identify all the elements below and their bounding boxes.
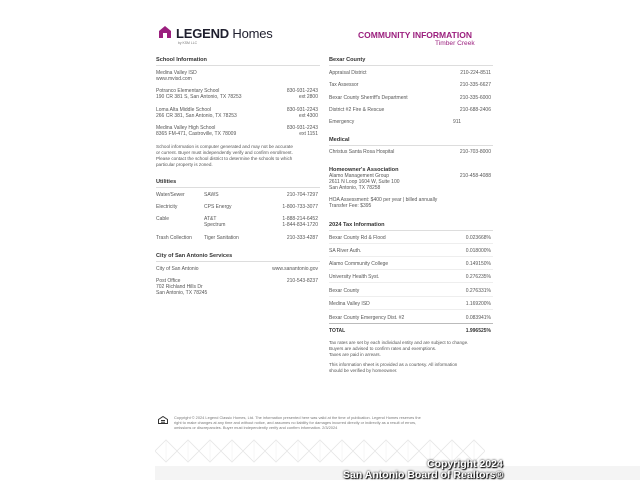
post-office-phone: 210-543-8237 [286,278,318,284]
bexar-row-phone: 210-688-2406 [459,107,491,113]
school-phone: 830-931-2243 [286,88,318,94]
school-name: Medina Valley High School [156,125,216,131]
bexar-row-phone: 210-335-6000 [459,95,491,101]
footer-copyright [174,415,421,430]
utilities-heading: Utilities [156,179,177,185]
bexar-row-phone: 911 [453,119,461,125]
house-logo-icon [158,26,172,38]
tax-row-name: Alamo Community College [329,261,389,267]
tax-total-label: TOTAL [329,328,346,334]
footer-copyright-line: right to make changes at any time and without notice, and assumes no liability for damages incurred directly or indirectly as a result of errors, [174,420,417,425]
school-ext: ext 2800 [298,94,318,100]
school-name: Potranco Elementary School [156,88,220,94]
tax-row-rate: 0.276331% [465,288,491,294]
school-phone: 830-931-2243 [286,125,318,131]
tax-row-name: Medina Valley ISD [329,301,370,307]
school-disclaimer-line: or current. Buyer must independently verify and confirm enrollment. [156,150,293,155]
divider [329,256,493,257]
footer-copyright-line: Copyright © 2024 Legend Classic Homes, Ltd. The information presented here was valid at the time of publication. Legend Homes reserves the [174,415,421,420]
school-address: 8365 FM-471, Castroville, TX 78009 [156,131,237,137]
city-heading: City of San Antonio Services [156,253,233,259]
tax-row-rate: 0.083941% [465,315,491,321]
tax-row-name: SA River Auth. [329,248,362,254]
divider [156,187,320,188]
bexar-row-name: District #2 Fire & Rescue [329,107,385,113]
school-district-url[interactable]: www.mvisd.com [156,76,192,82]
hospital-phone: 210-703-8000 [459,149,491,155]
school-disclaimer-line: particular property is zoned. [156,162,213,167]
hoa-address: 2611 N Loop 1604 W, Suite 100 [329,179,400,185]
utility-provider: AT&T [204,216,217,222]
medical-heading: Medical [329,137,350,143]
school-address: 190 CR 381 S, San Antonio, TX 78253 [156,94,242,100]
courtesy-line: This information sheet is provided as a courtesy. All information [329,362,458,367]
city-url[interactable]: www.sanantonio.gov [272,266,318,272]
watermark-copyright: Copyright 2024 [427,458,503,470]
equal-housing-icon [158,416,168,424]
school-ext: ext 1151 [299,131,318,137]
school-district: Medina Valley ISD [156,70,197,76]
hoa-transfer-fee: Transfer Fee: $395 [329,203,372,209]
divider [329,269,493,270]
hoa-company: Alamo Management Group [329,173,390,179]
utility-phone: 210-704-7297 [286,192,318,198]
city-name: City of San Antonio [156,266,199,272]
utility-type: Electricity [156,204,178,210]
school-name: Loma Alta Middle School [156,107,212,113]
page-subtitle: Timber Creek [435,40,475,47]
divider [329,282,493,283]
utility-provider: CPS Energy [204,204,232,210]
page-title: COMMUNITY INFORMATION [358,30,472,40]
utility-phone: 210-333-4287 [286,235,318,241]
bexar-row-name: Appraisal District [329,70,367,76]
divider [329,309,493,310]
hoa-address: San Antonio, TX 78258 [329,185,381,191]
divider [329,243,493,244]
watermark-board: San Antonio Board of Realtors® [343,469,504,481]
tax-total-rate: 1.996525% [465,328,491,334]
brand-logo [176,26,273,41]
bexar-row-name: Bexar County Sherriff's Department [329,95,408,101]
post-office-address: San Antonio, TX 78245 [156,290,208,296]
hospital-name: Christus Santa Rosa Hospital [329,149,395,155]
tax-row-rate: 0.149150% [465,261,491,267]
divider [329,230,493,231]
divider [156,65,320,66]
school-address: 266 CR 381, San Antonio, TX 78253 [156,113,237,119]
post-office-label: Post Office [156,278,181,284]
utility-provider: Tiger Sanitation [204,235,239,241]
divider [329,323,493,324]
bexar-heading: Bexar County [329,57,366,63]
school-heading: School Information [156,57,207,63]
bexar-row-name: Emergency [329,119,355,125]
school-phone: 830-931-2243 [286,107,318,113]
bexar-row-phone: 210-335-6627 [459,82,491,88]
courtesy-line: should be verified by homeowner. [329,368,398,373]
brand-main: LEGEND [176,26,229,41]
divider [329,296,493,297]
utility-phone: 1-888-214-6452 [282,216,318,222]
utility-phone: 1-844-834-1720 [282,222,318,228]
tax-row-rate: 0.023668% [465,235,491,241]
tax-note-line: Buyers are advised to confirm rates and exemptions. [329,346,437,351]
tax-heading: 2024 Tax Information [329,222,385,228]
hoa-assessment: HOA Assessment: $400 per year | billed annually [329,197,438,203]
hoa-heading: Homeowner's Association [329,167,399,173]
utility-phone: 1-800-733-3077 [282,204,318,210]
tax-row-rate: 1.169200% [465,301,491,307]
divider [156,261,320,262]
utility-provider: SAWS [204,192,219,198]
school-disclaimer-line: Please contact the school district to determine the schools to which [156,156,293,161]
tax-row-name: Bexar County Rd & Flood [329,235,386,241]
tax-row-rate: 0.276235% [465,274,491,280]
utility-provider: Spectrum [204,222,226,228]
divider [329,145,493,146]
school-ext: ext 4300 [298,113,318,119]
tax-row-rate: 0.018000% [465,248,491,254]
tax-row-name: University Health Syst. [329,274,380,280]
school-disclaimer-line: School information is computer generated and may not be accurate [156,144,293,149]
tax-note-line: Tax rates are set by each individual entity and are subject to change. [329,340,469,345]
bexar-row-name: Tax Assessor [329,82,359,88]
brand-homes: Homes [232,26,273,41]
bexar-row-phone: 210-224-8511 [460,70,491,76]
utility-type: Trash Collection [156,235,192,241]
footer-copyright-line: omissions or discrepancies. Buyer must independently verify and confirm information. 2/3/2024 [174,425,338,430]
post-office-address: 702 Richland Hills Dr [156,284,203,290]
utility-type: Cable [156,216,170,222]
tax-row-name: Bexar County Emergency Dist. #2 [329,315,405,321]
tax-note-line: Taxes are paid in arrears. [329,352,381,357]
hoa-phone: 210-458-4088 [459,173,491,179]
tax-row-name: Bexar County [329,288,360,294]
utility-type: Water/Sewer [156,192,185,198]
brand-sub: by KSM LLC [178,41,198,45]
divider [329,65,493,66]
